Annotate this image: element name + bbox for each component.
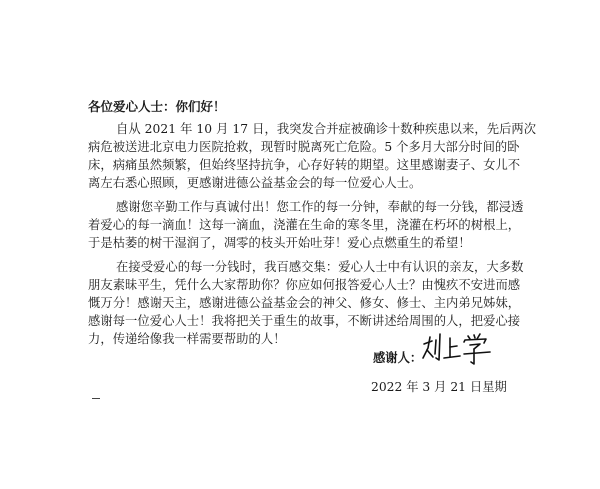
thanks-label: 感谢人： <box>373 350 423 365</box>
paragraph-3-line-3: 慨万分！感谢天主，感谢进德公益基金会的神父、修女、修士、主内弟兄姊妹， <box>88 296 521 310</box>
paragraph-2-line-2: 着爱心的每一滴血！这每一滴血，浇灌在生命的寒冬里，浇灌在朽坏的树根上， <box>88 218 521 232</box>
paragraph-3-line-4: 感谢每一位爱心人士！我将把关于重生的故事，不断讲述给周围的人，把爱心接 <box>88 314 521 328</box>
paragraph-2-line-3: 于是枯萎的树干湿润了，凋零的枝头开始吐芽！爱心点燃重生的希望！ <box>88 236 471 250</box>
paragraph-3-line-1: 在接受爱心的每一分钱时，我百感交集：爱心人士中有认识的亲友，大多数 <box>116 260 524 274</box>
paragraph-3-line-2: 朋友素昧平生，凭什么大家帮助你？你应如何报答爱心人士？由愧疚不安进而感 <box>88 278 521 292</box>
paragraph-2-line-1: 感谢您辛勤工作与真诚付出！您工作的每一分钟，奉献的每一分钱，都浸透 <box>116 200 524 214</box>
paragraph-1-line-4: 离左右悉心照顾，更感谢进德公益基金会的每一位爱心人士。 <box>88 176 422 190</box>
letter-greeting: 各位爱心人士：你们好！ <box>88 99 226 114</box>
edge-mark-text <box>92 413 93 414</box>
paragraph-1-line-2: 病危被送进北京电力医院抢救，现暂时脱离死亡危险。5 个多月大部分时间的卧 <box>88 140 520 154</box>
handwritten-signature <box>420 328 496 370</box>
edge-mark <box>92 398 100 399</box>
letter-date: 2022 年 3 月 21 日星期 <box>371 380 507 394</box>
paragraph-1-line-1: 自从 2021 年 10 月 17 日，我突发合并症被确诊十数种疾患以来，先后两次 <box>116 122 537 136</box>
paragraph-3-line-5: 力，传递给像我一样需要帮助的人！ <box>88 332 286 346</box>
paragraph-1-line-3: 床，病痛虽然频繁，但始终坚持抗争，心存好转的期望。这里感谢妻子、女儿不 <box>88 158 521 172</box>
